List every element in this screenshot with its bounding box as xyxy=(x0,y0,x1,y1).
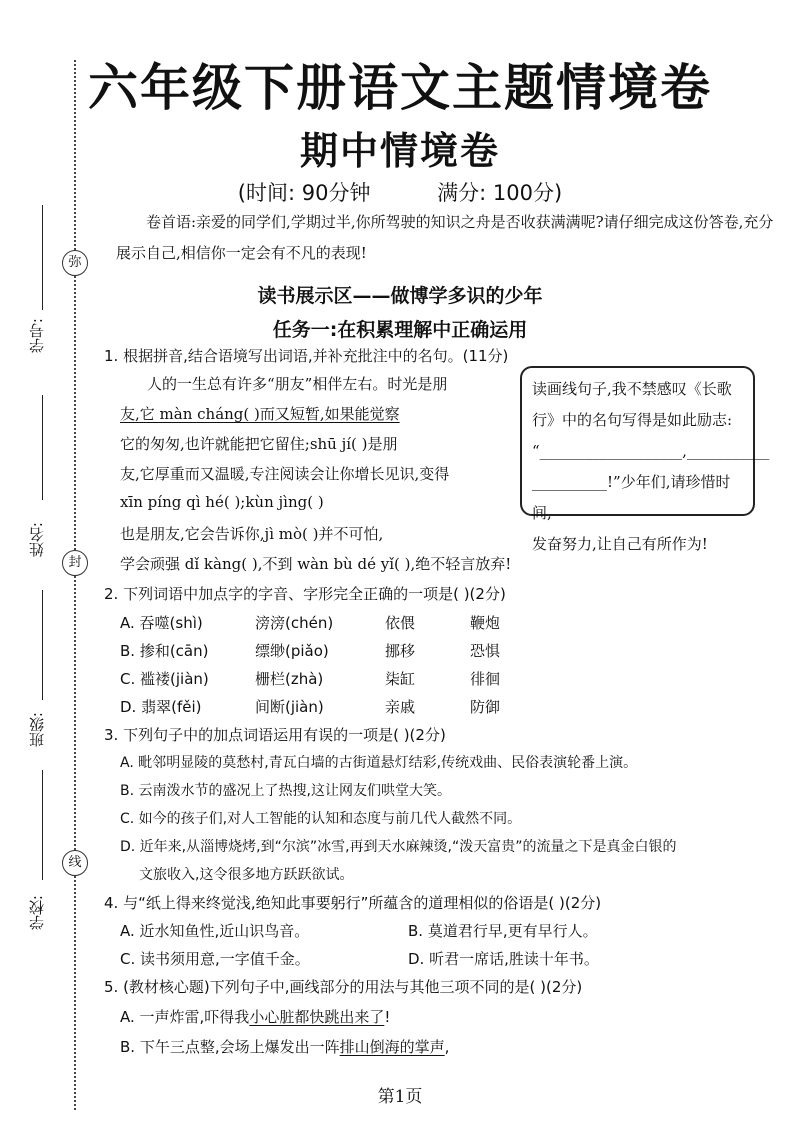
q1-line-2[interactable]: 友,它 màn cháng( )而又短暂,如果能觉察 xyxy=(120,405,400,423)
school-label: 学校: xyxy=(28,895,46,931)
note-line-2: 行》中的名句写得是如此励志: xyxy=(532,411,733,429)
q2-d-3: 亲戚 xyxy=(385,698,416,716)
q3-stem: 3. 下列句子中的加点词语运用有误的一项是( )(2分) xyxy=(104,726,446,744)
q3-option-b[interactable]: B. 云南泼水节的盛况上了热搜,这让网友们哄堂大笑。 xyxy=(120,783,451,799)
q4-option-d[interactable]: D. 听君一席话,胜读十年书。 xyxy=(408,950,599,968)
q4-option-b[interactable]: B. 莫道君行早,更有早行人。 xyxy=(408,922,598,940)
time-label: (时间: 90分钟 xyxy=(237,181,371,205)
q4-stem: 4. 与“纸上得来终觉浅,绝知此事要躬行”所蕴含的道理相似的俗语是( )(2分) xyxy=(104,894,602,912)
q5-option-b[interactable] xyxy=(120,1036,449,1057)
q1-note-box xyxy=(520,366,770,553)
name-label: 姓名: xyxy=(28,522,46,558)
student-id-label: 学号: xyxy=(28,318,46,354)
class-label: 班级: xyxy=(28,712,46,748)
q5-b-suffix: , xyxy=(444,1038,450,1056)
q3-option-d[interactable]: D. 近年来,从淄博烧烤,到“尔滨”冰雪,再到天水麻辣烫,“泼天富贵”的流量之下是真金白银的 xyxy=(120,839,677,855)
page-subtitle: 期中情境卷 xyxy=(299,129,500,173)
class-line[interactable] xyxy=(42,590,43,700)
note-line-1: 读画线句子,我不禁感叹《长歌 xyxy=(532,380,732,398)
exam-info xyxy=(0,177,800,207)
note-line-4[interactable]: __________!”少年们,请珍惜时间, xyxy=(532,473,731,522)
q2-b-1: B. 掺和(cān) xyxy=(120,642,209,660)
q5-a-suffix: ! xyxy=(384,1008,391,1026)
q5-a-underline: 小心脏都快跳出来了 xyxy=(249,1008,385,1026)
name-line[interactable] xyxy=(42,395,43,500)
q1-line-7[interactable]: 学会顽强 dǐ kàng( ),不到 wàn bù dé yǐ( ),绝不轻言放弃! xyxy=(120,555,512,573)
seal-dotted-line xyxy=(74,60,76,1110)
q2-b-3: 挪移 xyxy=(385,642,416,660)
q2-b-4: 恐惧 xyxy=(470,642,501,660)
q4-option-a[interactable]: A. 近水知鱼性,近山识鸟音。 xyxy=(120,922,310,940)
q2-d-1: D. 翡翠(fěi) xyxy=(120,698,202,716)
q2-c-1: C. 褴褛(jiàn) xyxy=(120,670,209,688)
q5-b-prefix: B. 下午三点整,会场上爆发出一阵 xyxy=(120,1038,340,1056)
q1-stem: 1. 根据拼音,结合语境写出词语,并补充批注中的名句。(11分) xyxy=(104,347,509,365)
q2-b-2: 缥缈(piǎo) xyxy=(255,642,329,660)
q3-option-c[interactable]: C. 如今的孩子们,对人工智能的认知和态度与前几代人截然不同。 xyxy=(120,811,522,827)
q1-line-3[interactable]: 它的匆匆,也许就能把它留住;shū jí( )是朋 xyxy=(120,435,398,453)
q2-c-4: 徘徊 xyxy=(470,670,501,688)
q1-line-6[interactable]: 也是朋友,它会告诉你,jì mò( )并不可怕, xyxy=(120,525,384,543)
q2-a-2: 滂滂(chén) xyxy=(255,614,334,632)
note-line-5: 发奋努力,让自己有所作为! xyxy=(532,535,708,553)
q5-a-prefix: A. 一声炸雷,吓得我 xyxy=(120,1008,250,1026)
q2-stem: 2. 下列词语中加点字的字音、字形完全正确的一项是( )(2分) xyxy=(104,585,506,603)
q2-d-2: 间断(jiàn) xyxy=(255,698,324,716)
page-number: 第1页 xyxy=(377,1087,423,1107)
q2-a-4: 鞭炮 xyxy=(470,614,501,632)
seal-char-xian: 线 xyxy=(62,850,88,876)
q1-line-1-text: 人的一生总有许多“朋友”相伴左右。时光是朋 xyxy=(147,375,448,393)
note-line-3[interactable]: “___________________,___________ xyxy=(532,442,770,460)
school-line[interactable] xyxy=(42,770,43,880)
q2-a-1: A. 吞噬(shì) xyxy=(120,614,203,632)
seal-char-feng: 封 xyxy=(62,550,88,576)
task-title: 任务一:在积累理解中正确运用 xyxy=(272,319,528,341)
q2-a-3: 依偎 xyxy=(385,614,416,632)
score-label: 满分: 100分) xyxy=(437,181,563,205)
intro-text: 卷首语:亲爱的同学们,学期过半,你所驾驶的知识之舟是否收获满满呢?请仔细完成这份答卷,充分展示自己,相信你一定会有不凡的表现! xyxy=(116,213,774,262)
q5-option-a[interactable] xyxy=(120,1006,390,1027)
q1-line-5[interactable]: xīn píng qì hé( );kùn jìng( ) xyxy=(120,493,324,511)
q1-line-1 xyxy=(147,373,447,394)
q2-c-2: 栅栏(zhà) xyxy=(255,670,324,688)
q3-option-d-cont: 文旅收入,这令很多地方跃跃欲试。 xyxy=(139,867,354,883)
section-title: 读书展示区——做博学多识的少年 xyxy=(257,285,543,307)
page-title: 六年级下册语文主题情境卷 xyxy=(88,59,712,117)
q3-option-a[interactable]: A. 毗邻明显陵的莫愁村,青瓦白墙的古街道悬灯结彩,传统戏曲、民俗表演轮番上演。 xyxy=(120,755,638,771)
q5-stem: 5. (教材核心题)下列句子中,画线部分的用法与其他三项不同的是( )(2分) xyxy=(104,978,583,996)
q2-c-3: 柒缸 xyxy=(385,670,416,688)
q2-d-4: 防御 xyxy=(470,698,501,716)
q4-option-c[interactable]: C. 读书须用意,一字值千金。 xyxy=(120,950,310,968)
q5-b-underline: 排山倒海的掌声 xyxy=(339,1038,445,1056)
q1-line-4: 友,它厚重而又温暖,专注阅读会让你增长见识,变得 xyxy=(120,465,450,483)
seal-char-mi: 弥 xyxy=(62,250,88,276)
